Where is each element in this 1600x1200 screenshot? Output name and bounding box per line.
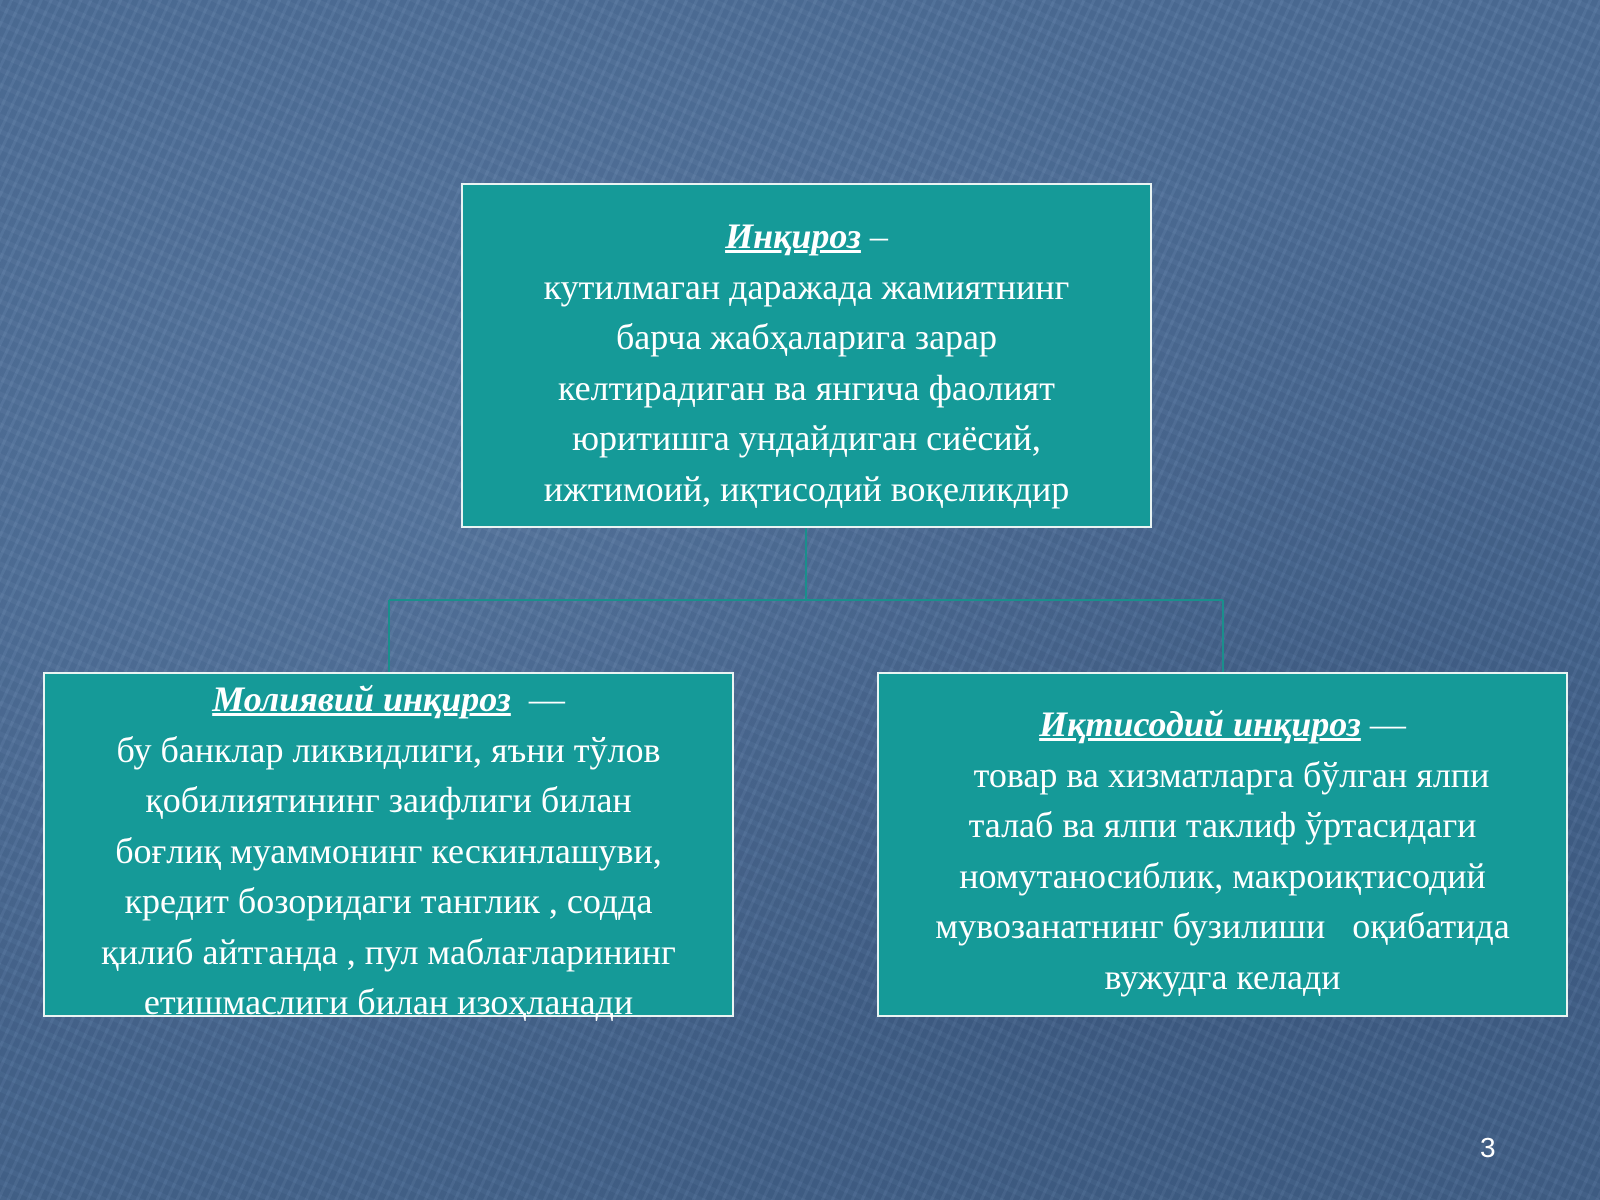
economic-crisis-line: товар ва хизматларга бўлган ялпи bbox=[955, 754, 1490, 795]
financial-crisis-line: кредит бозоридаги танглик , содда bbox=[124, 881, 653, 921]
financial-crisis-line: қилиб айтганда , пул маблағларининг bbox=[101, 931, 676, 972]
financial-crisis-term: Молиявий инқироз bbox=[212, 679, 511, 719]
root-title bbox=[489, 211, 1124, 262]
root-dash: – bbox=[860, 216, 888, 256]
economic-crisis-line: талаб ва ялпи таклиф ўртасидаги bbox=[968, 805, 1477, 845]
root-line: ижтимоий, иқтисодий воқеликдир bbox=[543, 468, 1070, 509]
economic-crisis-line: номутаносиблик, макроиқтисодий bbox=[959, 855, 1486, 896]
financial-crisis-box bbox=[43, 672, 734, 1022]
economic-crisis-box bbox=[877, 672, 1568, 1017]
slide-number: 3 bbox=[1480, 1132, 1496, 1163]
economic-crisis-line: мувозанатнинг бузилиши оқибатида bbox=[935, 906, 1510, 946]
economic-crisis-line: вужудга келади bbox=[1104, 956, 1341, 997]
root-line: юритишга ундайдиган сиёсий, bbox=[572, 418, 1041, 458]
financial-crisis-line: қобилиятининг заифлиги билан bbox=[145, 780, 632, 820]
economic-crisis-term: Иқтисодий инқироз bbox=[1039, 704, 1361, 744]
root-line: кутилмаган даражада жамиятнинг bbox=[543, 266, 1070, 307]
economic-crisis-title bbox=[885, 699, 1560, 750]
financial-crisis-line: боғлиқ муаммонинг кескинлашуви, bbox=[115, 830, 662, 871]
financial-crisis-title bbox=[51, 674, 726, 725]
financial-crisis-dash: — bbox=[510, 679, 565, 719]
financial-crisis-line: бу банклар ликвидлиги, яъни тўлов bbox=[116, 729, 661, 770]
economic-crisis-dash: — bbox=[1360, 704, 1406, 744]
root-definition-box bbox=[461, 183, 1152, 528]
root-line: келтирадиган ва янгича фаолият bbox=[558, 367, 1055, 408]
financial-crisis-line: етишмаслиги билан изоҳланади bbox=[143, 982, 634, 1022]
root-term: Инқироз bbox=[725, 216, 861, 256]
root-line: барча жабҳаларига зарар bbox=[615, 317, 998, 357]
